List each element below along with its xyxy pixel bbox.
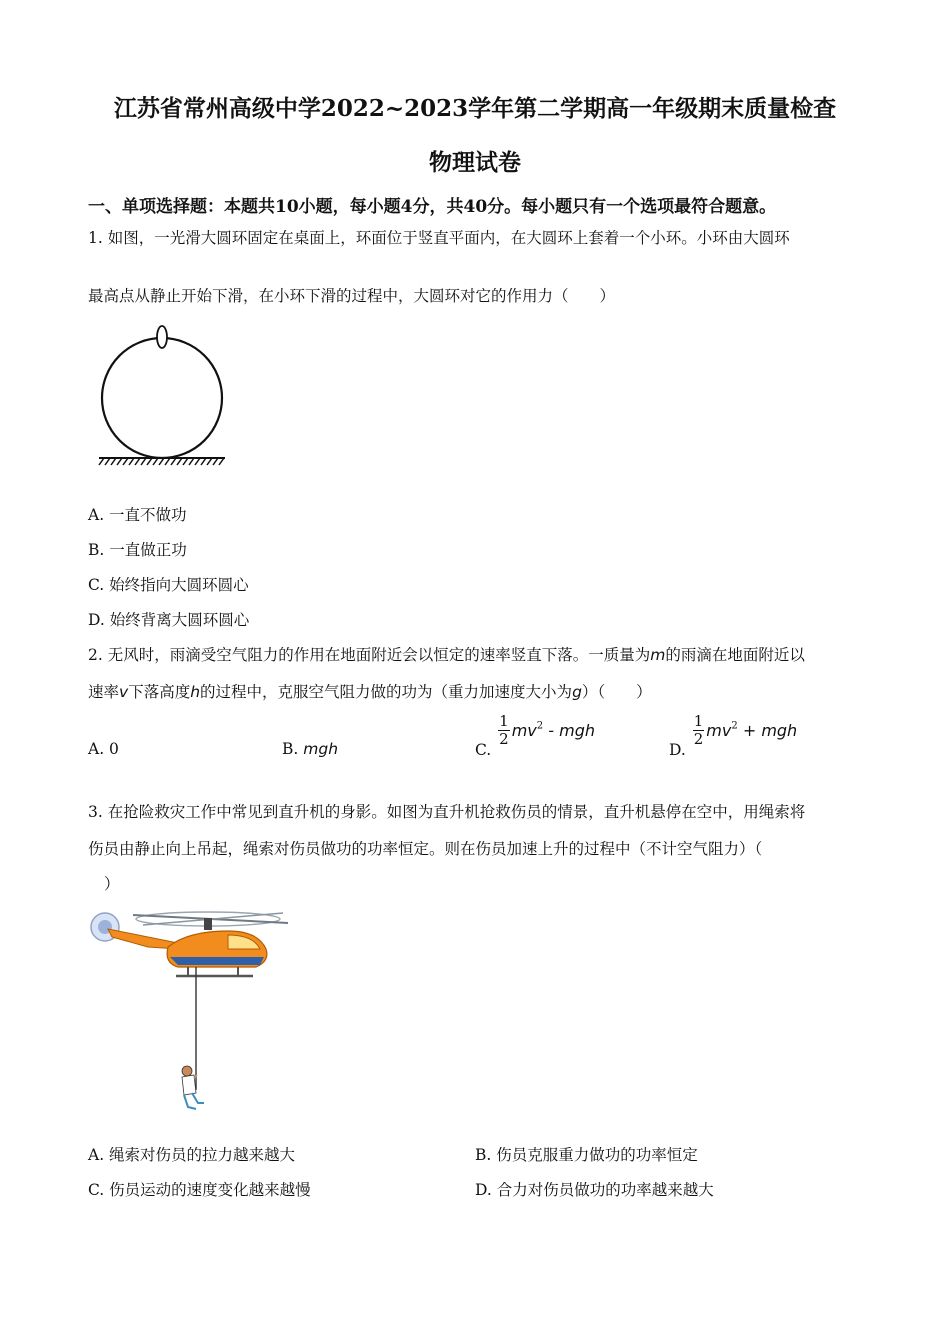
var-h: h — [190, 683, 201, 701]
fraction-half — [498, 713, 510, 748]
option-expression: mgh — [303, 740, 339, 758]
frac-denominator: 2 — [499, 730, 509, 748]
q1-stem-line2: 最高点从静止开始下滑，在小环下滑的过程中，大圆环对它的作用力（ ） — [88, 287, 616, 305]
expr-mv: mv — [511, 721, 537, 740]
option-label: B. — [282, 740, 299, 758]
q1-option-d[interactable]: D. 始终背离大圆环圆心 — [88, 611, 250, 629]
q3-option-c[interactable]: C. 伤员运动的速度变化越来越慢 — [88, 1181, 311, 1199]
q2-stem-line1 — [88, 643, 805, 665]
q2-text: 的过程中，克服空气阻力做的功为（重力加速度大小为 — [200, 683, 573, 701]
option-label: D. — [669, 741, 686, 759]
q2-stem-line2 — [88, 680, 652, 702]
expr-square: 2 — [731, 720, 738, 732]
q3-option-d[interactable]: D. 合力对伤员做功的功率越来越大 — [475, 1181, 714, 1199]
q2-option-c[interactable] — [475, 713, 595, 759]
q3-option-b[interactable]: B. 伤员克服重力做功的功率恒定 — [475, 1146, 698, 1164]
q1-stem-line1: 1. 如图，一光滑大圆环固定在桌面上，环面位于竖直平面内，在大圆环上套着一个小环。小环由大圆环 — [88, 229, 790, 247]
q3-option-a[interactable]: A. 绳索对伤员的拉力越来越大 — [88, 1146, 296, 1164]
var-m: m — [650, 646, 666, 664]
q3-stem-line1: 3. 在抢险救灾工作中常见到直升机的身影。如图为直升机抢救伤员的情景，直升机悬停在空中，用绳索将 — [88, 803, 806, 821]
q2-text: 速率 — [88, 683, 120, 701]
q2-text: 2. 无风时，雨滴受空气阻力的作用在地面附近会以恒定的速率竖直下落。一质量为 — [88, 646, 651, 664]
fraction-half — [693, 713, 705, 748]
rotor-mast — [204, 918, 212, 930]
exam-title: 江苏省常州高级中学2022~2023学年第二学期高一年级期末质量检查 — [113, 95, 837, 122]
q2-option-d[interactable] — [669, 713, 797, 759]
frac-numerator: 1 — [499, 712, 509, 730]
q3-stem-line3: ） — [104, 875, 120, 893]
frac-denominator: 2 — [693, 730, 704, 748]
q2-option-b[interactable] — [282, 740, 338, 758]
q2-text: 下落高度 — [128, 683, 191, 701]
small-ring — [157, 326, 167, 348]
expr-square: 2 — [536, 720, 544, 732]
var-v: v — [119, 683, 129, 701]
q3-stem-line2: 伤员由静止向上吊起，绳索对伤员做功的功率恒定。则在伤员加速上升的过程中（不计空气阻力）（ — [88, 840, 763, 858]
q1-option-a[interactable]: A. 一直不做功 — [88, 506, 187, 524]
big-ring — [102, 338, 222, 458]
frac-numerator: 1 — [693, 712, 704, 730]
q1-option-c[interactable]: C. 始终指向大圆环圆心 — [88, 576, 249, 594]
section-heading: 一、单项选择题：本题共10小题，每小题4分，共40分。每小题只有一个选项最符合题意。 — [88, 197, 777, 217]
q2-text: 的雨滴在地面附近以 — [665, 646, 805, 664]
q3-helicopter-figure — [88, 905, 298, 1125]
body-stripe — [170, 957, 264, 965]
q1-option-b[interactable]: B. 一直做正功 — [88, 541, 187, 559]
q2-text: ）（ ） — [581, 683, 652, 701]
option-label: C. — [475, 741, 492, 759]
q1-ring-figure — [95, 320, 235, 470]
person-legs — [184, 1093, 204, 1109]
expr-plus-mgh: + mgh — [737, 721, 798, 740]
expr-minus-mgh: - mgh — [543, 721, 595, 740]
exam-subtitle: 物理试卷 — [429, 149, 521, 176]
tail-boom — [108, 929, 178, 949]
q2-option-a[interactable]: A. 0 — [88, 740, 119, 758]
person-head — [182, 1066, 192, 1076]
expr-mv: mv — [706, 721, 732, 740]
var-g: g — [572, 683, 582, 701]
